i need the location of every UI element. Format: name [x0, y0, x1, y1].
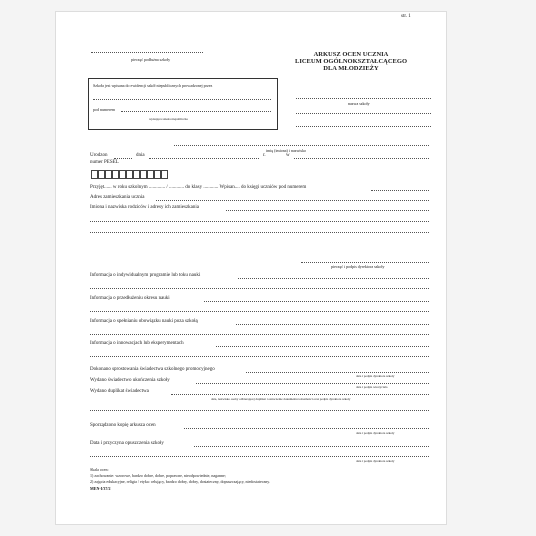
school-name-line-1	[296, 98, 431, 99]
info-innovations: Informacja o innowacjach lub eksperymentach	[90, 341, 184, 346]
birth-date-dots	[149, 158, 259, 159]
info-dots	[238, 278, 429, 279]
title-line-3: DLA MŁODZIEŻY	[323, 65, 379, 72]
admission-line: Przyjęt...... w roku szkolnym ............. / ............ do klasy ............ Wpisan.... do księgi uczniów pod numerem	[90, 185, 307, 190]
info-dots	[216, 346, 429, 347]
issued-dots	[196, 383, 429, 384]
copy-dots	[184, 428, 429, 429]
form-code: MEN-I/37/2	[90, 486, 111, 491]
address-label: Adres zamieszkania ucznia	[90, 195, 145, 200]
correction-caption: data i podpis dyrektora szkoły	[356, 374, 395, 378]
form-title	[276, 51, 426, 72]
duplicate-label: Wydano duplikat świadectwa	[90, 389, 149, 394]
issued-caption: data i podpis wuczyciela	[356, 385, 388, 389]
leaving-label: Data i przyczyna opuszczenia szkoły	[90, 441, 164, 446]
pesel-cell[interactable]	[154, 170, 161, 179]
birth-place-dots	[294, 158, 429, 159]
registry-dots-1	[93, 99, 271, 100]
page-number: str. 1	[401, 14, 411, 19]
info-dots	[90, 356, 429, 357]
parents-dots-2	[90, 221, 429, 222]
correction-dots	[246, 372, 429, 373]
registry-line-1: Szkoła jest wpisana do ewidencji szkół niepublicznych prowadzonej przez	[93, 83, 213, 88]
pesel-cell[interactable]	[91, 170, 98, 179]
leaving-dots-2	[90, 456, 429, 457]
info-dots	[90, 334, 429, 335]
duplicate-caption: data, nazwisko osoby odbierającej duplikat i oznaczenie dokumentu tożsamości oraz podpis dyrektora szkoły	[211, 397, 351, 401]
form-sheet	[56, 12, 446, 524]
pesel-cell[interactable]	[161, 170, 168, 179]
in-label: w	[286, 153, 290, 158]
address-dots	[156, 200, 429, 201]
pesel-cell[interactable]	[98, 170, 105, 179]
school-name-line-2	[296, 113, 431, 114]
pesel-boxes[interactable]	[91, 170, 171, 179]
issued-label: Wydano świadectwo ukończenia szkoły	[90, 378, 170, 383]
pesel-cell[interactable]	[119, 170, 126, 179]
title-line-1: ARKUSZ OCEN UCZNIA	[313, 51, 389, 58]
school-name-line-3	[296, 126, 431, 127]
duplicate-dots-2	[90, 410, 429, 411]
seal-caption: pieczęć podłużna szkoły	[131, 57, 171, 62]
admission-number-dots	[371, 190, 429, 191]
seal-line	[91, 52, 203, 53]
signature-caption-1: pieczęć i podpis dyrektora szkoły	[331, 264, 385, 269]
registry-line-2: pod numerem	[93, 107, 116, 112]
born-label: Urodzon	[90, 153, 108, 158]
correction-label: Dokonano sprostowania świadectwa szkolnego promocyjnego	[90, 367, 215, 372]
pesel-cell[interactable]	[112, 170, 119, 179]
info-dots	[90, 288, 429, 289]
registry-box	[88, 78, 278, 130]
day-label: dnia	[136, 153, 145, 158]
registry-caption: wpisująca szkoła niepubliczna	[149, 117, 188, 121]
info-dots	[204, 301, 429, 302]
title-line-2: LICEUM OGÓLNOKSZTAŁCĄCEGO	[294, 58, 408, 65]
school-name-caption: nazwa szkoły	[348, 101, 370, 106]
grading-scale-title: Skala ocen:	[90, 467, 109, 472]
copy-label: Sporządzono kopię arkusza ocen	[90, 423, 156, 428]
year-suffix: r.	[263, 153, 266, 158]
born-suffix-dots	[114, 158, 132, 159]
info-dots	[236, 324, 429, 325]
pesel-cell[interactable]	[147, 170, 154, 179]
copy-caption: data i podpis dyrektora szkoły	[356, 431, 395, 435]
student-name-line	[174, 145, 429, 146]
signature-line-1	[301, 262, 429, 263]
student-name-caption: imię (imiona) i nazwisko	[266, 148, 307, 153]
leaving-caption: data i podpis dyrektora szkoły	[356, 459, 395, 463]
pesel-cell[interactable]	[140, 170, 147, 179]
parents-dots-3	[90, 232, 429, 233]
registry-dots-2	[121, 111, 271, 112]
info-extension: Informacja o przedłużeniu okresu nauki	[90, 296, 170, 301]
duplicate-dots	[171, 394, 429, 395]
pesel-cell[interactable]	[133, 170, 140, 179]
pesel-cell[interactable]	[126, 170, 133, 179]
info-dots	[90, 311, 429, 312]
info-individual-program: Informacja o indywidualnym programie lub toku nauki	[90, 273, 201, 278]
pesel-label: numer PESEL	[90, 160, 119, 165]
parents-dots-1	[226, 210, 429, 211]
info-outside-school: Informacja o spełnianiu obowiązku nauki poza szkołą	[90, 319, 198, 324]
grading-scale-subjects: 2) zajęcia edukacyjne, religia / etyka: celujący, bardzo dobry, dobry, dostateczny, dopuszczający, niedostateczny.	[90, 479, 271, 484]
leaving-dots	[194, 446, 429, 447]
grading-scale-behavior: 1) zachowanie: wzorowe, bardzo dobre, dobre, poprawne, nieodpowiednie, naganne;	[90, 473, 226, 478]
pesel-cell[interactable]	[105, 170, 112, 179]
parents-label: Imiona i nazwiska rodziców i adresy ich zamieszkania	[90, 205, 199, 210]
